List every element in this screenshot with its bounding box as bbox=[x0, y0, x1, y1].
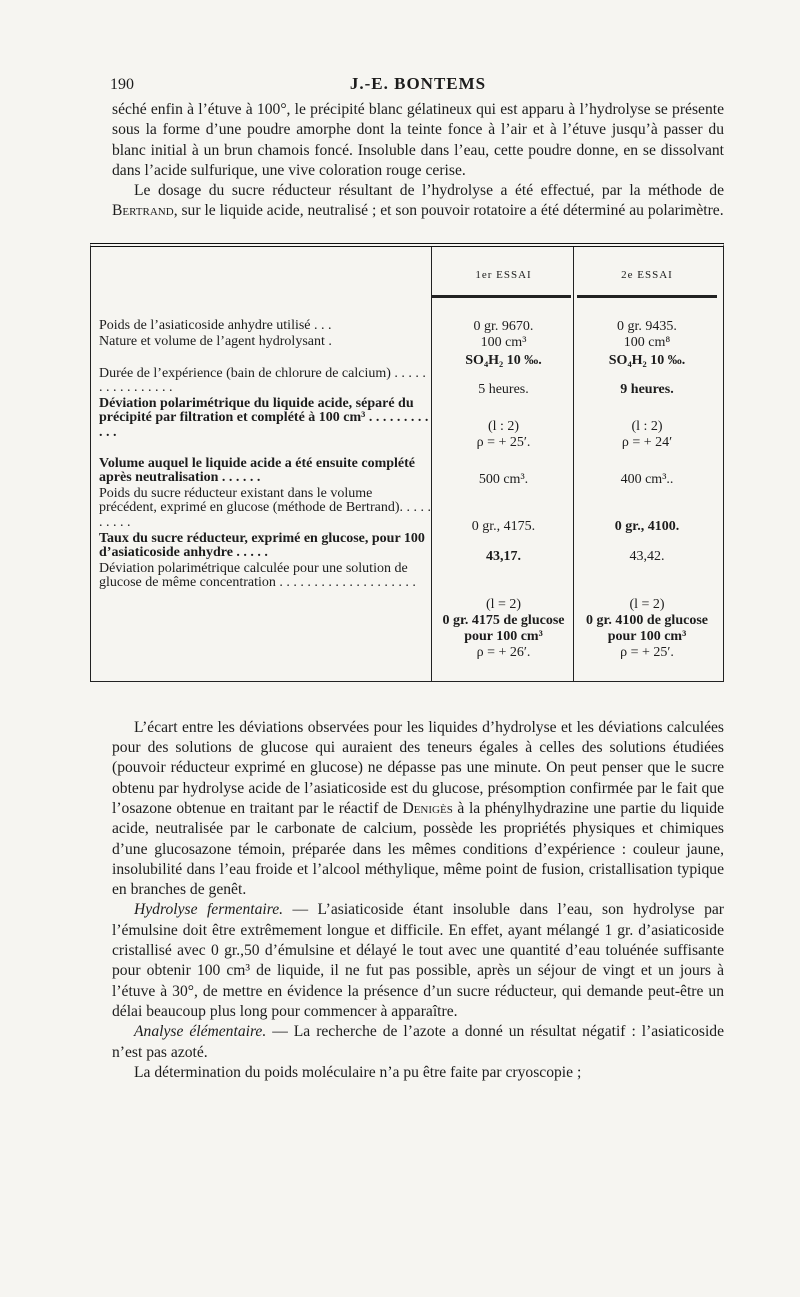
paragraph-deviation-text-b: à la phénylhydrazine une partie du liquide acide, neutralisée par le carbonate de calcium, possède les propriétés physiques et chimiques d’une glucosazone témoin, préparée dans les mêmes conditions d’expérience : couleur jaune, insolubilité dans l’eau froide et l’alcool méthylique, même point de fusion, cristallisation typique en branches de genêt. bbox=[112, 799, 724, 899]
header-rule bbox=[432, 295, 571, 298]
table-divider bbox=[573, 247, 574, 681]
cell-calc-l-2: (l = 2) bbox=[629, 596, 665, 612]
cell-volume-2: 400 cm³.. bbox=[620, 471, 674, 487]
cell-volume-1: 500 cm³. bbox=[478, 471, 529, 487]
row-label-agent: Nature et volume de l’agent hydrolysant . bbox=[99, 333, 332, 349]
cell-weight-1: 0 gr. 9670. bbox=[473, 318, 534, 334]
paragraph-fermentation-text: — L’asiaticoside étant insoluble dans l’eau, son hydrolyse par l’émulsine doit être extrêmement longue et difficile. En effet, ayant mélangé 1 gr. d’asiaticoside cristallisé avec 0 gr.,50 d’émulsine et délayé le tout avec une quantité d’eau toluénée suffisante pour obtenir 100 cm³ de liquide, il ne fut pas possible, après un séjour de vingt et un jours à l’étuve à 30°, de mettre en évidence la présence d’un sucre réducteur, qui demande peut-être un délai beaucoup plus long pour commencer à apparaître. bbox=[112, 901, 724, 1020]
author-bertrand: Bertrand bbox=[112, 202, 174, 220]
cell-agent-2: 100 cm⁸ bbox=[623, 334, 671, 350]
cell-calc-rho-2: ρ = + 25′. bbox=[620, 644, 674, 660]
cell-acid-rho-1: ρ = + 25′. bbox=[476, 434, 531, 450]
paragraph-fermentation bbox=[112, 900, 724, 1022]
cell-acid-l-1: (l : 2) bbox=[487, 418, 520, 434]
cell-acid-rho-2: ρ = + 24′ bbox=[621, 434, 673, 450]
cell-sugar-rate-1: 43,17. bbox=[486, 548, 521, 564]
cell-weight-2: 0 gr. 9435. bbox=[617, 318, 677, 334]
book-page bbox=[99, 70, 725, 1083]
cell-calc-rho-1: ρ = + 26′. bbox=[476, 644, 531, 660]
row-label-weight: Poids de l’asiaticoside anhydre utilisé . . . bbox=[99, 317, 332, 333]
paragraph-dosage-text-a: Le dosage du sucre réducteur résultant de l’hydrolyse a été effectué, par la méthode de bbox=[134, 182, 724, 200]
cell-calc-volume-2: pour 100 cm³ bbox=[607, 628, 687, 644]
paragraph-elemental-text: — La recherche de l’azote a donné un résultat négatif : l’asiaticoside n’est pas azoté. bbox=[112, 1023, 725, 1061]
column-header-essai-1: 1er ESSAI bbox=[475, 268, 532, 281]
row-label-volume: Volume auquel le liquide acide a été ensuite complété après neutralisation . . . . . . bbox=[99, 455, 416, 486]
cell-sugar-rate-2: 43,42. bbox=[629, 548, 665, 564]
section-title-fermentation: Hydrolyse fermentaire. bbox=[134, 901, 284, 919]
row-label-calc-deviation: Déviation polarimétrique calculée pour une solution de glucose de même concentration . . . . . . . . . . . . . . . . . . . . bbox=[99, 560, 416, 591]
running-title: J.-E. BONTEMS bbox=[349, 74, 487, 93]
row-label-acid-deviation: Déviation polarimétrique du liquide acide, séparé du précipité par filtration et complété à 100 cm³ . . . . . . . . . . . . bbox=[99, 395, 429, 440]
paragraph-deviation-text-a: L’écart entre les déviations observées pour les liquides d’hydrolyse et les déviations calculées pour des solutions de glucose qui auraient des teneurs égales à celles des solutions étudiées (pouvoir réducteur exprimé en glucose) ne dépasse pas une minute. On peut penser que le sucre obtenu par hydrolyse acide de l’asiaticoside est du glucose, présomption confirmée par le fait que l’osazone obtenue en traitant par le réactif de bbox=[112, 718, 724, 817]
cell-agent-acid-2: SO₄H₂ 10 ‰. bbox=[608, 352, 686, 368]
cell-calc-l-1: (l = 2) bbox=[485, 596, 522, 612]
paragraph-deviation-analysis bbox=[112, 718, 724, 901]
cell-calc-glucose-1: 0 gr. 4175 de glucose bbox=[442, 612, 565, 628]
cell-acid-l-2: (l : 2) bbox=[631, 418, 663, 434]
column-header-essai-2: 2e ESSAI bbox=[621, 268, 673, 281]
paragraph-elemental bbox=[112, 1022, 724, 1063]
page-header bbox=[112, 70, 724, 100]
cell-calc-volume-1: pour 100 cm³ bbox=[464, 628, 543, 644]
row-label-sugar-weight: Poids du sucre réducteur existant dans le volume précédent, exprimé en glucose (méthode de Bertrand). . . . . . . . . . bbox=[99, 485, 431, 530]
cell-agent-1: 100 cm³ bbox=[480, 334, 527, 350]
paragraph-precipitate: séché enfin à l’étuve à 100°, le précipité blanc gélatineux qui est apparu à l’hydrolyse se présente sous la forme d’une poudre amorphe dont la teinte fonce à l’air et à l’étuve jusqu’à passer du blanc initial à un brun chamois foncé. Insoluble dans l’eau, cette poudre donne, en se dissolvant dans l’acide sulfurique, une vive coloration rouge cerise. bbox=[112, 101, 724, 179]
author-deniges: Denigès bbox=[402, 799, 453, 817]
cell-sugar-weight-1: 0 gr., 4175. bbox=[471, 518, 536, 534]
cell-sugar-weight-2: 0 gr., 4100. bbox=[614, 518, 680, 534]
paragraph-dosage-text-b: , sur le liquide acide, neutralisé ; et son pouvoir rotatoire a été déterminé au polarimètre. bbox=[173, 202, 724, 220]
page-number: 190 bbox=[110, 76, 134, 93]
row-label-sugar-rate: Taux du sucre réducteur, exprimé en glucose, pour 100 d’asiaticoside anhydre . . . . . bbox=[99, 530, 425, 561]
results-table bbox=[90, 243, 724, 682]
cell-agent-acid-1: SO₄H₂ 10 ‰. bbox=[465, 352, 542, 368]
header-rule bbox=[577, 295, 717, 298]
paragraph-dosage bbox=[112, 181, 724, 222]
cell-duration-1: 5 heures. bbox=[478, 381, 529, 397]
row-label-duration: Durée de l’expérience (bain de chlorure de calcium) . . . . . . . . . . . . . . . . bbox=[99, 365, 426, 396]
cell-duration-2: 9 heures. bbox=[620, 381, 674, 397]
section-title-elemental: Analyse élémentaire. bbox=[134, 1023, 267, 1041]
cell-calc-glucose-2: 0 gr. 4100 de glucose bbox=[586, 612, 708, 628]
paragraph-molecular: La détermination du poids moléculaire n’a pu être faite par cryoscopie ; bbox=[134, 1063, 582, 1081]
table-divider bbox=[431, 247, 432, 681]
